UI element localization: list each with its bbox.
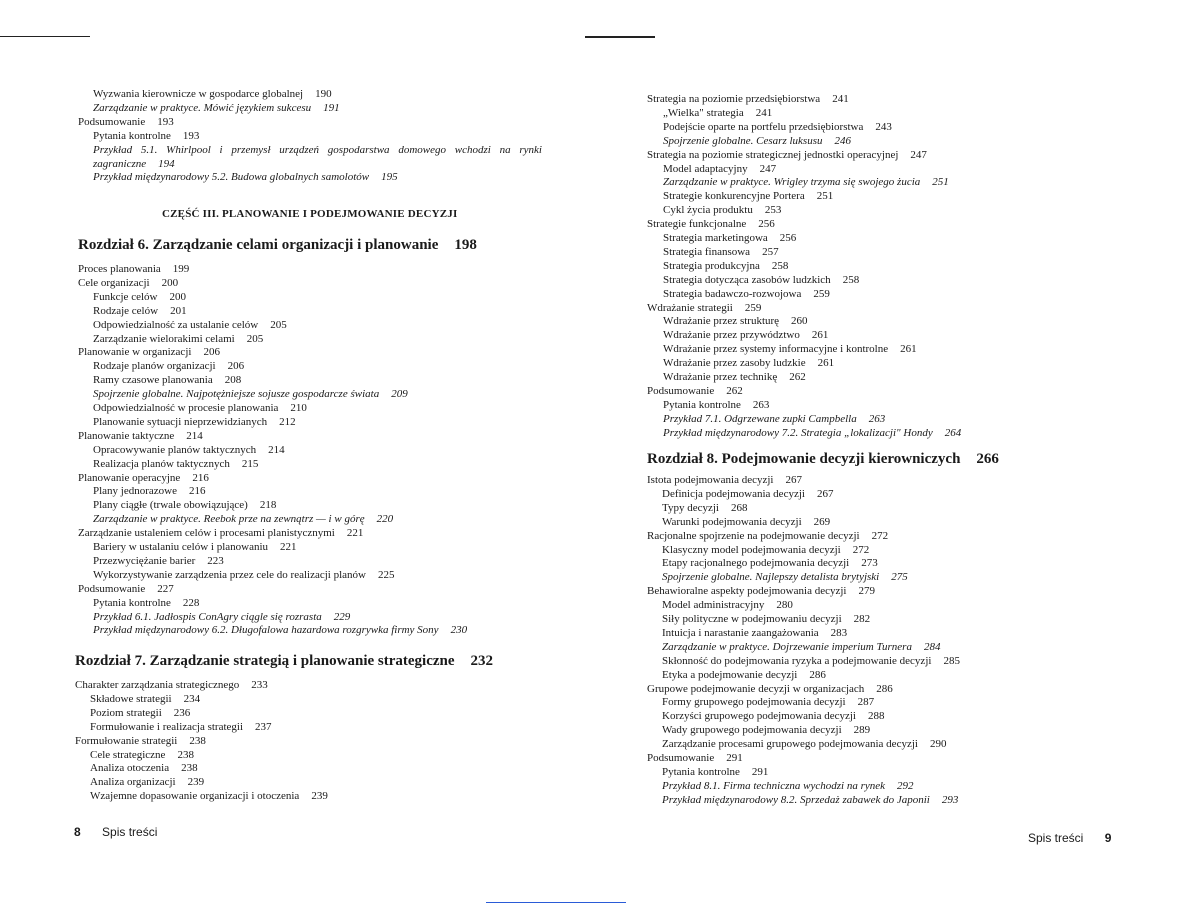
toc-entry-title: Strategia finansowa [663,245,751,258]
toc-entry-page: 205 [246,332,264,345]
toc-entry [662,695,874,709]
toc-entry-page: 289 [853,724,871,737]
toc-entry-page: 237 [255,720,272,733]
toc-entry-title: Rodzaje planów organizacji [93,360,216,373]
toc-entry-page: 195 [381,171,398,184]
toc-entry [663,273,859,287]
toc-entry-page: 193 [157,115,174,128]
toc-entry-page: 257 [762,245,779,258]
toc-entry-title: Zarządzanie w praktyce. Wrigley trzyma się swojego żucia [663,176,921,189]
toc-entry-page: 261 [817,357,835,370]
chapter-heading [75,652,493,670]
toc-entry-title: Podsumowanie [78,582,146,595]
toc-entry-title: Definicja podejmowania decyzji [662,487,805,500]
toc-entry [663,314,808,328]
toc-entry-page: 191 [323,101,340,114]
toc-entry-page: 282 [853,613,871,625]
toc-entry-title: Formułowanie strategii [75,734,178,747]
toc-entry [662,501,747,515]
toc-entry [647,682,893,696]
toc-entry [663,175,949,189]
toc-entry-page: 247 [759,162,777,175]
toc-entry [662,515,830,529]
toc-entry [93,332,263,346]
toc-entry-page: 239 [311,790,328,803]
toc-entry-title: Zarządzanie w praktyce. Reebok prze na zewnątrz — i w górę [93,513,365,526]
right-footer-label: Spis treści [1028,831,1084,845]
toc-entry-title: Zarządzanie ustaleniem celów i procesami planistycznymi [78,527,335,540]
toc-entry-title: Model adaptacyjny [663,162,748,175]
toc-entry-page: 262 [726,384,743,397]
toc-entry-page: 258 [771,259,789,272]
toc-entry-title: Poziom strategii [90,706,162,719]
toc-entry-page: 267 [785,474,802,486]
toc-entry [662,779,914,793]
toc-entry-title: Korzyści grupowego podejmowania decyzji [662,710,856,723]
toc-entry [663,328,828,342]
toc-entry [93,498,276,512]
toc-entry-title: Skłonność do podejmowania ryzyka a podejmowanie decyzji [662,654,932,667]
toc-entry-title: Wdrażanie strategii [647,301,733,314]
toc-entry [75,734,206,748]
toc-entry-page: 223 [207,554,224,567]
toc-entry [663,356,834,370]
toc-entry [662,668,826,682]
toc-entry [93,443,285,457]
toc-entry-page: 201 [170,304,187,317]
toc-entry-title: Pytania kontrolne [662,765,740,778]
toc-entry [93,304,187,318]
toc-entry [93,290,186,304]
toc-entry-page: 206 [203,346,220,359]
toc-entry-page: 221 [280,541,297,553]
toc-entry-page: 284 [923,640,941,653]
toc-entry-page: 199 [172,263,190,275]
toc-entry [662,543,869,557]
toc-entry-page: 272 [871,529,889,542]
part-title: CZĘŚĆ III. PLANOWANIE I PODEJMOWANIE DECYZJI [162,208,458,220]
toc-entry [663,134,851,148]
toc-entry-page: 251 [816,190,834,203]
toc-entry-page: 259 [744,301,762,314]
toc-entry [663,120,892,134]
toc-entry [90,748,194,762]
toc-entry-title: Zarządzanie wielorakimi celami [93,332,235,345]
toc-entry-page: 258 [842,273,860,286]
toc-entry-page: 200 [161,276,179,289]
toc-entry-title: Zarządzanie procesami grupowego podejmowania decyzji [662,738,918,751]
toc-entry-title: Składowe strategii [90,692,172,705]
toc-entry [663,106,772,120]
toc-entry-title: Spojrzenie globalne. Cesarz luksusu [663,134,823,147]
toc-entry [93,623,467,637]
toc-entry-title: Cele organizacji [78,276,150,289]
toc-entry-page: 263 [752,398,770,411]
toc-entry [663,259,788,273]
toc-entry [662,487,833,501]
toc-entry [93,318,287,332]
toc-entry-title: Plany ciągłe (trwale obowiązujące) [93,499,248,512]
bottom-link-underline [486,902,626,903]
toc-entry [647,584,875,598]
toc-entry-page: 285 [943,654,960,667]
toc-entry-page: 283 [830,626,848,639]
toc-entry [662,598,793,612]
toc-entry-page: 208 [224,374,242,387]
toc-entry-page: 238 [177,748,194,761]
toc-entry-title: Bariery w ustalaniu celów i planowaniu [93,541,269,553]
toc-entry [90,761,198,775]
toc-entry-page: 264 [944,426,962,439]
toc-entry-page: 291 [726,752,743,764]
toc-entry-title: Zarządzanie w praktyce. Mówić językiem sukcesu [93,101,312,114]
toc-entry [93,373,241,387]
toc-entry-page: 215 [241,457,259,470]
toc-entry [78,526,363,540]
toc-entry-title: Pytania kontrolne [663,398,741,411]
toc-entry-page: 243 [875,120,892,133]
toc-entry [93,170,398,184]
toc-entry-title: Przykład 7.1. Odgrzewane zupki Campbella [663,412,857,425]
toc-entry [662,737,946,751]
chapter-title: Rozdział 7. Zarządzanie strategią i planowanie strategiczne [75,653,455,669]
toc-entry [663,203,781,217]
toc-entry [662,654,960,668]
right-page-number: 9 [1104,831,1112,845]
toc-entry-page: 241 [832,93,849,105]
toc-entry [647,751,743,765]
toc-entry [663,189,833,203]
toc-entry-title: Proces planowania [78,263,161,275]
toc-entry [647,473,802,487]
toc-entry-title: Behawioralne aspekty podejmowania decyzji [647,585,847,598]
toc-entry-title: Model administracyjny [662,599,765,612]
toc-entry-page: 280 [776,599,793,612]
toc-entry [663,245,779,259]
toc-entry-page: 238 [189,734,206,747]
toc-entry-title: Opracowywanie planów taktycznych [93,443,257,456]
toc-entry [93,359,244,373]
toc-entry [662,570,908,584]
toc-entry-title: Siły polityczne w podejmowaniu decyzji [662,613,842,625]
toc-entry-title: Planowanie w organizacji [78,346,192,359]
toc-entry [93,101,340,115]
toc-entry [647,217,775,231]
toc-entry-title: Przykład 5.1. Whirlpool i przemysł urządzeń gospodarstwa domowego wchodzi na rynki [93,143,542,156]
chapter-title: Rozdział 8. Podejmowanie decyzji kierowniczych [647,451,961,467]
toc-entry-page: 247 [910,148,927,161]
toc-entry-title: Wdrażanie przez technikę [663,371,778,383]
toc-entry-page: 209 [391,388,408,401]
toc-entry-title: Planowanie taktyczne [78,429,175,442]
toc-entry-title: Wdrażanie przez przywództwo [663,329,800,342]
toc-entry [78,345,220,359]
toc-entry-page: 225 [377,568,395,581]
toc-entry [78,471,209,485]
toc-entry-title: Pytania kontrolne [93,129,171,142]
toc-entry-title: Strategia dotycząca zasobów ludzkich [663,273,831,286]
toc-entry-title: Strategia badawczo-rozwojowa [663,287,802,300]
toc-entry [663,426,961,440]
toc-entry [663,287,830,301]
toc-entry-title: Strategia na poziomie strategicznej jednostki operacyjnej [647,148,899,161]
toc-entry-page: 229 [333,610,351,623]
left-page-number: 8 [74,825,81,839]
toc-entry-title: Etapy racjonalnego podejmowania decyzji [662,557,850,570]
toc-entry-page: 286 [809,668,826,681]
toc-entry-title: Przykład 6.1. Jadłospis ConAgry ciągle się rozrasta [93,610,322,623]
toc-entry [663,342,917,356]
toc-entry-title: Cele strategiczne [90,748,166,761]
toc-entry [93,143,542,157]
toc-entry-page: 290 [929,738,947,751]
toc-entry-page: 286 [876,682,893,695]
toc-entry-title: Etyka a podejmowanie decyzji [662,668,798,681]
toc-entry [90,706,190,720]
toc-entry-page: 275 [891,571,908,584]
toc-entry-page: 291 [751,765,769,778]
toc-entry [663,231,796,245]
toc-entry-page: 194 [158,157,175,170]
toc-entry-page: 261 [900,343,917,356]
toc-entry [662,556,878,570]
toc-entry-title: Cykl życia produktu [663,204,753,217]
left-footer-label: Spis treści [102,825,158,839]
toc-entry [78,429,203,443]
toc-entry-title: Przezwyciężanie barier [93,554,196,567]
toc-entry-title: Zarządzanie w praktyce. Dojrzewanie imperium Turnera [662,640,912,653]
toc-entry-page: 236 [173,706,191,719]
toc-entry [647,384,743,398]
toc-entry [93,129,199,143]
toc-entry [90,692,200,706]
right-footer [1028,831,1111,845]
toc-entry-page: 221 [346,527,364,540]
toc-entry [662,793,958,807]
toc-entry [663,162,776,176]
toc-entry-page: 259 [813,287,830,300]
top-center-rule [585,36,655,38]
toc-entry [647,301,761,315]
toc-entry-title: Strategia na poziomie przedsiębiorstwa [647,93,821,105]
toc-entry [78,582,174,596]
toc-entry [90,789,328,803]
toc-entry-title: Pytania kontrolne [93,596,171,609]
toc-entry-page: 260 [791,315,808,328]
toc-entry-title: Strategia marketingowa [663,232,768,244]
toc-entry-page: 287 [857,696,875,709]
toc-entry-title: Ramy czasowe planowania [93,374,213,387]
toc-entry-page: 262 [789,371,806,383]
toc-entry-page: 288 [867,710,885,723]
toc-entry-title: Realizacja planów taktycznych [93,457,230,470]
toc-entry [93,157,175,171]
toc-entry-page: 279 [858,585,875,598]
toc-entry-page: 216 [192,471,209,484]
toc-entry [90,720,272,734]
chapter-page: 198 [454,237,477,253]
toc-entry-title: Podsumowanie [647,752,715,764]
chapter-page: 266 [976,451,999,467]
toc-entry-page: 253 [764,204,782,217]
toc-entry-page: 205 [270,318,287,331]
toc-entry [93,457,258,471]
toc-entry-page: 214 [186,429,203,442]
toc-entry [93,415,296,429]
toc-entry [662,626,847,640]
toc-entry-page: 214 [268,443,285,456]
toc-entry-page: 267 [816,487,834,500]
toc-entry [75,678,268,692]
toc-entry [78,262,189,276]
chapter-title: Rozdział 6. Zarządzanie celami organizacji i planowanie [78,237,439,253]
toc-entry-title: Wdrażanie przez systemy informacyjne i kontrolne [663,343,889,356]
toc-entry-page: 292 [897,779,914,792]
toc-entry-title: Podsumowanie [78,115,146,128]
toc-entry-title: „Wielka" strategia [663,106,744,119]
toc-entry-page: 234 [183,692,201,705]
toc-entry-title: Klasyczny model podejmowania decyzji [662,543,841,556]
toc-entry [90,775,204,789]
toc-entry-page: 218 [259,499,277,512]
toc-entry-page: 293 [941,793,959,806]
toc-entry-page: 227 [157,582,174,595]
toc-entry-title: Formułowanie i realizacja strategii [90,720,244,733]
toc-entry-title: Analiza organizacji [90,776,176,789]
toc-entry-title: Przykład międzynarodowy 5.2. Budowa globalnych samolotów [93,171,370,184]
toc-entry [647,529,888,543]
toc-entry-page: 230 [450,624,468,637]
toc-entry-title: Przykład międzynarodowy 8.2. Sprzedaż zabawek do Japonii [662,793,930,806]
toc-entry-title: Spojrzenie globalne. Najpotężniejsze sojusze gospodarcze świata [93,388,380,401]
toc-entry-page: 220 [376,513,394,526]
toc-entry-title: Wykorzystywanie zarządzenia przez cele do realizacji planów [93,568,366,581]
toc-entry-page: 263 [868,412,886,425]
toc-entry-page: 273 [861,557,878,570]
toc-entry-title: Planowanie sytuacji nieprzewidzianych [93,415,268,428]
toc-entry [78,276,178,290]
toc-entry [647,148,927,162]
toc-entry-title: Wzajemne dopasowanie organizacji i otoczenia [90,790,300,803]
toc-entry [93,540,297,554]
toc-entry [662,723,870,737]
toc-entry-page: 228 [182,596,200,609]
toc-entry-title: Wady grupowego podejmowania decyzji [662,724,842,737]
toc-entry-page: 210 [290,402,307,414]
toc-entry-page: 256 [779,232,797,244]
toc-entry [663,398,769,412]
toc-entry-page: 269 [813,515,831,528]
toc-entry-page: 206 [227,360,245,373]
toc-entry-page: 239 [187,776,205,789]
toc-entry-title: Warunki podejmowania decyzji [662,515,802,528]
toc-entry-title: Istota podejmowania decyzji [647,474,774,486]
toc-entry-title: Strategia produkcyjna [663,259,760,272]
toc-entry-title: Przykład 8.1. Firma techniczna wychodzi na rynek [662,779,886,792]
toc-entry-page: 193 [182,129,200,142]
left-footer [74,825,157,839]
toc-entry-page: 216 [189,485,206,498]
toc-entry-page: 238 [181,762,198,775]
toc-entry [93,484,206,498]
toc-entry-title: Spojrzenie globalne. Najlepszy detalista brytyjski [662,571,880,584]
toc-entry-title: Analiza otoczenia [90,762,170,775]
toc-entry-page: 212 [279,415,296,428]
toc-entry-title: Grupowe podejmowanie decyzji w organizacjach [647,682,865,695]
toc-entry-title: Odpowiedzialność za ustalanie celów [93,318,259,331]
toc-entry-title: Racjonalne spojrzenie na podejmowanie decyzji [647,529,860,542]
toc-entry [93,512,393,526]
toc-entry [663,370,806,384]
toc-entry-page: 268 [730,501,748,514]
chapter-heading [78,236,477,254]
toc-entry-page: 190 [315,88,332,100]
toc-entry [647,92,849,106]
toc-entry-title: Strategie konkurencyjne Portera [663,190,805,203]
toc-entry [662,612,870,626]
toc-entry-title: Charakter zarządzania strategicznego [75,679,240,691]
toc-entry-page: 233 [251,679,268,691]
toc-entry-page: 256 [758,218,775,231]
toc-entry-title: Strategie funkcjonalne [647,218,747,231]
toc-entry-title: Wdrażanie przez strukturę [663,315,780,328]
toc-entry-page: 241 [755,106,773,119]
chapter-page: 232 [470,653,494,669]
toc-entry-title: Intuicja i narastanie zaangażowania [662,626,819,639]
toc-entry [93,554,224,568]
toc-entry [93,568,394,582]
toc-entry-page: 272 [852,543,870,556]
toc-entry-title: Przykład międzynarodowy 7.2. Strategia „lokalizacji" Hondy [663,426,933,439]
toc-entry [93,387,408,401]
toc-entry-title: Formy grupowego podejmowania decyzji [662,696,846,709]
toc-entry [78,115,174,129]
toc-entry-page: 246 [834,134,851,147]
toc-entry-page: 251 [932,176,949,189]
toc-entry-title: Odpowiedzialność w procesie planowania [93,402,279,414]
chapter-heading [647,450,999,468]
toc-entry [662,765,768,779]
toc-entry [663,412,885,426]
toc-entry [662,640,940,654]
toc-entry-title: zagraniczne [93,157,147,170]
toc-entry [93,401,307,415]
toc-entry-title: Przykład międzynarodowy 6.2. Długofalowa hazardowa rozgrywka firmy Sony [93,624,439,637]
toc-entry-title: Podejście oparte na portfelu przedsiębiorstwa [663,120,864,133]
top-left-rule [0,36,90,37]
toc-entry-title: Funkcje celów [93,290,158,303]
toc-entry [662,709,884,723]
toc-entry-page: 200 [169,290,186,303]
toc-entry-title: Planowanie operacyjne [78,471,181,484]
toc-entry-title: Podsumowanie [647,384,715,397]
toc-entry-title: Plany jednorazowe [93,485,177,498]
toc-entry-title: Wyzwania kierownicze w gospodarce globalnej [93,88,304,100]
toc-entry-title: Typy decyzji [662,501,719,514]
toc-entry [93,87,332,101]
toc-entry [93,610,350,624]
toc-entry-title: Rodzaje celów [93,304,159,317]
toc-entry [93,596,199,610]
toc-entry-page: 261 [811,329,829,342]
toc-entry-title: Wdrażanie przez zasoby ludzkie [663,357,806,370]
